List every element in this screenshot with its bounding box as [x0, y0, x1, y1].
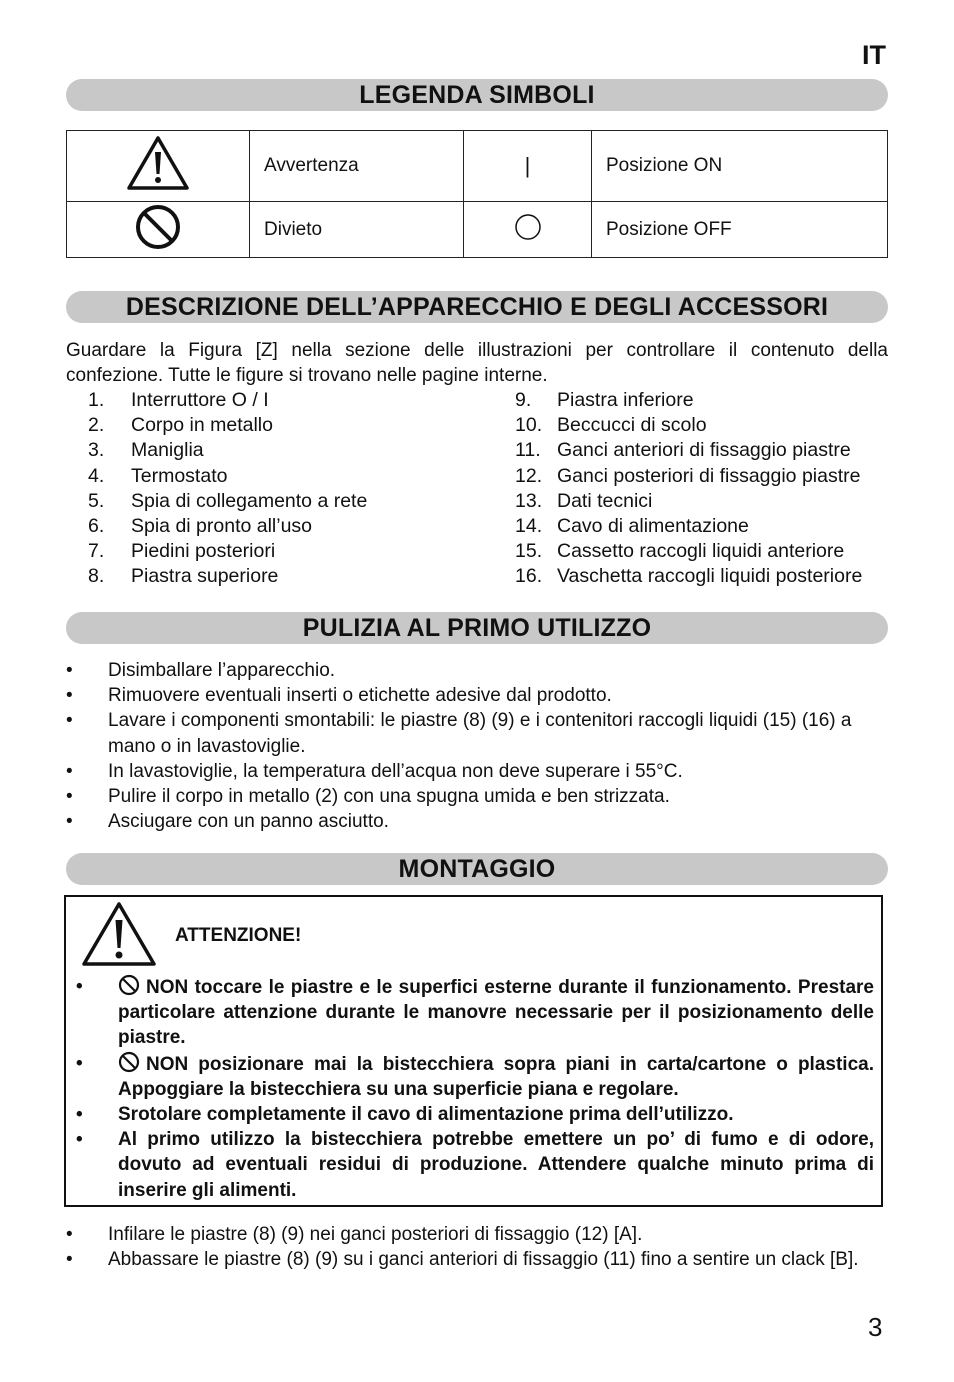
list-item: 8. Piastra superiore — [88, 565, 279, 588]
list-item: 4. Termostato — [88, 464, 228, 487]
legend-section-header: LEGENDA SIMBOLI — [66, 79, 888, 111]
prohibition-symbol-cell — [67, 202, 250, 258]
off-symbol-cell — [464, 202, 592, 258]
legend-on-label: Posizione ON — [592, 131, 888, 202]
prohibition-icon — [118, 974, 140, 996]
symbol-legend-table — [66, 130, 888, 258]
list-item: • Srotolare completamente il cavo di alimentazione prima dell’utilizzo. — [76, 1104, 734, 1126]
prohibition-icon — [134, 203, 182, 251]
list-item: • NON posizionare mai la bistecchiera sopra piani in carta/cartone o plastica. Appoggiare la bistecchiera su una superficie piana e regolare. — [76, 1052, 874, 1100]
list-item: 11. Ganci anteriori di fissaggio piastre — [515, 439, 851, 462]
assembly-section-header: MONTAGGIO — [66, 853, 888, 885]
list-item: 3. Maniglia — [88, 439, 204, 462]
list-item: 13. Dati tecnici — [515, 489, 653, 512]
list-item: • In lavastoviglie, la temperatura dell’acqua non deve superare i 55°C. — [66, 760, 683, 782]
list-item: 5. Spia di collegamento a rete — [88, 489, 368, 512]
cleaning-section-header: PULIZIA AL PRIMO UTILIZZO — [66, 612, 888, 644]
page-number: 3 — [868, 1312, 883, 1342]
list-item: 1. Interruttore O / I — [88, 389, 269, 411]
description-intro: Guardare la Figura [Z] nella sezione delle illustrazioni per controllare il contenuto della confezione. Tutte le figure si trovano nelle pagine interne. — [66, 340, 888, 386]
list-item: • Disimballare l’apparecchio. — [66, 660, 336, 681]
parts-list-right — [515, 388, 862, 590]
warning-list — [66, 974, 874, 1203]
assembly-list — [66, 1222, 888, 1272]
legend-warning-label: Avvertenza — [250, 131, 464, 202]
legend-off-label: Posizione OFF — [592, 202, 888, 258]
warning-triangle-icon — [80, 900, 158, 968]
warning-triangle-icon — [125, 134, 191, 192]
list-item: 14. Cavo di alimentazione — [515, 515, 749, 538]
list-item: • NON toccare le piastre e le superfici esterne durante il funzionamento. Prestare particolare attenzione durante le manovre necessarie per il posizionamento delle piastre. — [76, 976, 874, 1049]
description-section-header: DESCRIZIONE DELL’APPARECCHIO E DEGLI ACCESSORI — [66, 291, 888, 323]
parts-list-left — [88, 388, 367, 590]
language-code: IT — [862, 40, 886, 70]
warning-title: ATTENZIONE! — [175, 925, 302, 946]
list-item: • Pulire il corpo in metallo (2) con una spugna umida e ben strizzata. — [66, 786, 670, 808]
list-item: 2. Corpo in metallo — [88, 414, 273, 437]
warning-symbol-cell — [67, 131, 250, 202]
on-position-icon: | — [524, 153, 531, 178]
list-item: • Lavare i componenti smontabili: le piastre (8) (9) e i contenitori raccogli liquidi (15) (16) a mano o in lavastoviglie. — [66, 710, 852, 757]
legend-prohibition-label: Divieto — [250, 202, 464, 258]
cleaning-list — [66, 658, 888, 834]
list-item: • Asciugare con un panno asciutto. — [66, 811, 389, 833]
list-item: • Al primo utilizzo la bistecchiera potrebbe emettere un po’ di fumo e di odore, dovuto ad eventuali residui di produzione. Attendere qualche minuto prima di inserire gli alimenti. — [76, 1129, 874, 1201]
prohibition-icon — [118, 1051, 140, 1073]
list-item: • Infilare le piastre (8) (9) nei ganci posteriori di fissaggio (12) [A]. — [66, 1224, 643, 1245]
list-item: 16. Vaschetta raccogli liquidi posteriore — [515, 565, 863, 588]
list-item: 7. Piedini posteriori — [88, 540, 276, 563]
list-item: 9. Piastra inferiore — [515, 389, 694, 411]
on-symbol-cell — [464, 131, 592, 202]
list-item: 10. Beccucci di scolo — [515, 414, 707, 437]
list-item: 15. Cassetto raccogli liquidi anteriore — [515, 540, 845, 563]
list-item: 12. Ganci posteriori di fissaggio piastre — [515, 464, 861, 487]
list-item: 6. Spia di pronto all’uso — [88, 515, 313, 538]
off-position-icon — [514, 213, 542, 241]
list-item: • Abbassare le piastre (8) (9) su i ganci anteriori di fissaggio (11) fino a sentire un clack [B]. — [66, 1249, 859, 1271]
list-item: • Rimuovere eventuali inserti o etichette adesive dal prodotto. — [66, 685, 612, 707]
